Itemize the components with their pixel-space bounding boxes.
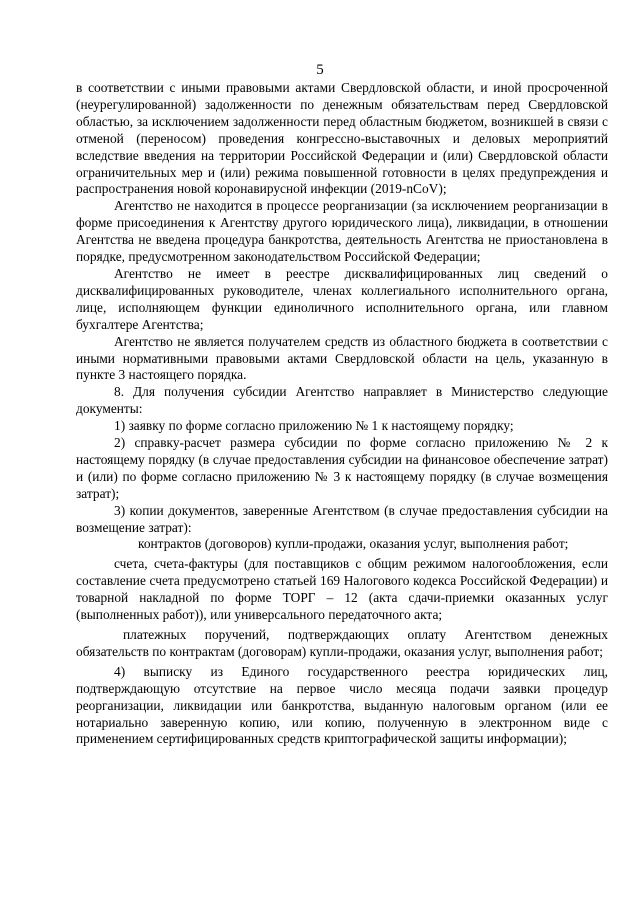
paragraph-subitem-1: 1) заявку по форме согласно приложению № 1 к настоящему порядку; — [114, 418, 514, 434]
paragraph-not-recipient: Агентство не является получателем средств из областного бюджета в соответствии с иными нормативными правовыми актами Свердловской области на цель, указанную в пункте 3 настоящего порядка. — [76, 333, 608, 383]
paragraph-contracts: контрактов (договоров) купли-продажи, оказания услуг, выполнения работ; — [138, 536, 569, 552]
paragraph-no-disqualified: Агентство не имеет в реестре дисквалифицированных лиц сведений о дисквалифицированных руководителе, членах коллегиального исполнительного органа, лице, исполняющем функции единоличного исполнительного органа, или главном бухгалтере Агентства; — [76, 265, 608, 332]
paragraph-no-reorganization: Агентство не находится в процессе реорганизации (за исключением реорганизации в форме присоединения к Агентству другого юридического лица), ликвидации, в отношении Агентства не введена процедура банкротства, деятельность Агентства не приостановлена в порядке, предусмотренном законодательством Российской Федерации; — [76, 198, 608, 265]
paragraph-subitem-3: 3) копии документов, заверенные Агентством (в случае предоставления субсидии на возмещение затрат): — [76, 502, 608, 535]
page-number: 5 — [316, 62, 324, 78]
paragraph-obligations: в соответствии с иными правовыми актами Свердловской области, и иной просроченной (неурегулированной) задолженности по денежным обязательствам перед Свердловской областью, за исключением задолженности перед областным бюджетом, возникшей в связи с отменой (переносом) проведения конгрессно-выставочных и деловых мероприятий вследствие введения на территории Российской Федерации и (или) Свердловской области ограничительных мер и (или) режима повышенной готовности в целях предупреждения и распространения новой коронавирусной инфекции (2019-nCoV); — [76, 80, 608, 197]
document-body — [76, 80, 608, 748]
paragraph-subitem-2: 2) справку-расчет размера субсидии по форме согласно приложению № 2 к настоящему порядку (в случае предоставления субсидии на финансовое обеспечение затрат) и (или) по форме согласно приложению № 3 к настоящему порядку (в случае возмещения затрат); — [76, 435, 608, 501]
paragraph-invoices: счета, счета-фактуры (для поставщиков с общим режимом налогообложения, если составление счета предусмотрено статьей 169 Налогового кодекса Российской Федерации) и товарной накладной по форме ТОРГ – 12 (акта сдачи-приемки оказанных услуг (выполненных работ)), или универсального передаточного акта; — [76, 556, 608, 623]
paragraph-item-8: 8. Для получения субсидии Агентство направляет в Министерство следующие документы: — [76, 384, 608, 417]
paragraph-subitem-4: 4) выписку из Единого государственного реестра юридических лиц, подтверждающую отсутствие на первое число месяца подачи заявки процедур реорганизации, ликвидации или банкротства, выданную налоговым органом (или ее нотариально заверенную копию, или копию, полученную в электронном виде с применением сертифицированных средств криптографической защиты информации); — [76, 663, 608, 747]
paragraph-payment-orders: платежных поручений, подтверждающих оплату Агентством денежных обязательств по контрактам (договорам) купли-продажи, оказания услуг, выполнения работ; — [76, 627, 608, 659]
